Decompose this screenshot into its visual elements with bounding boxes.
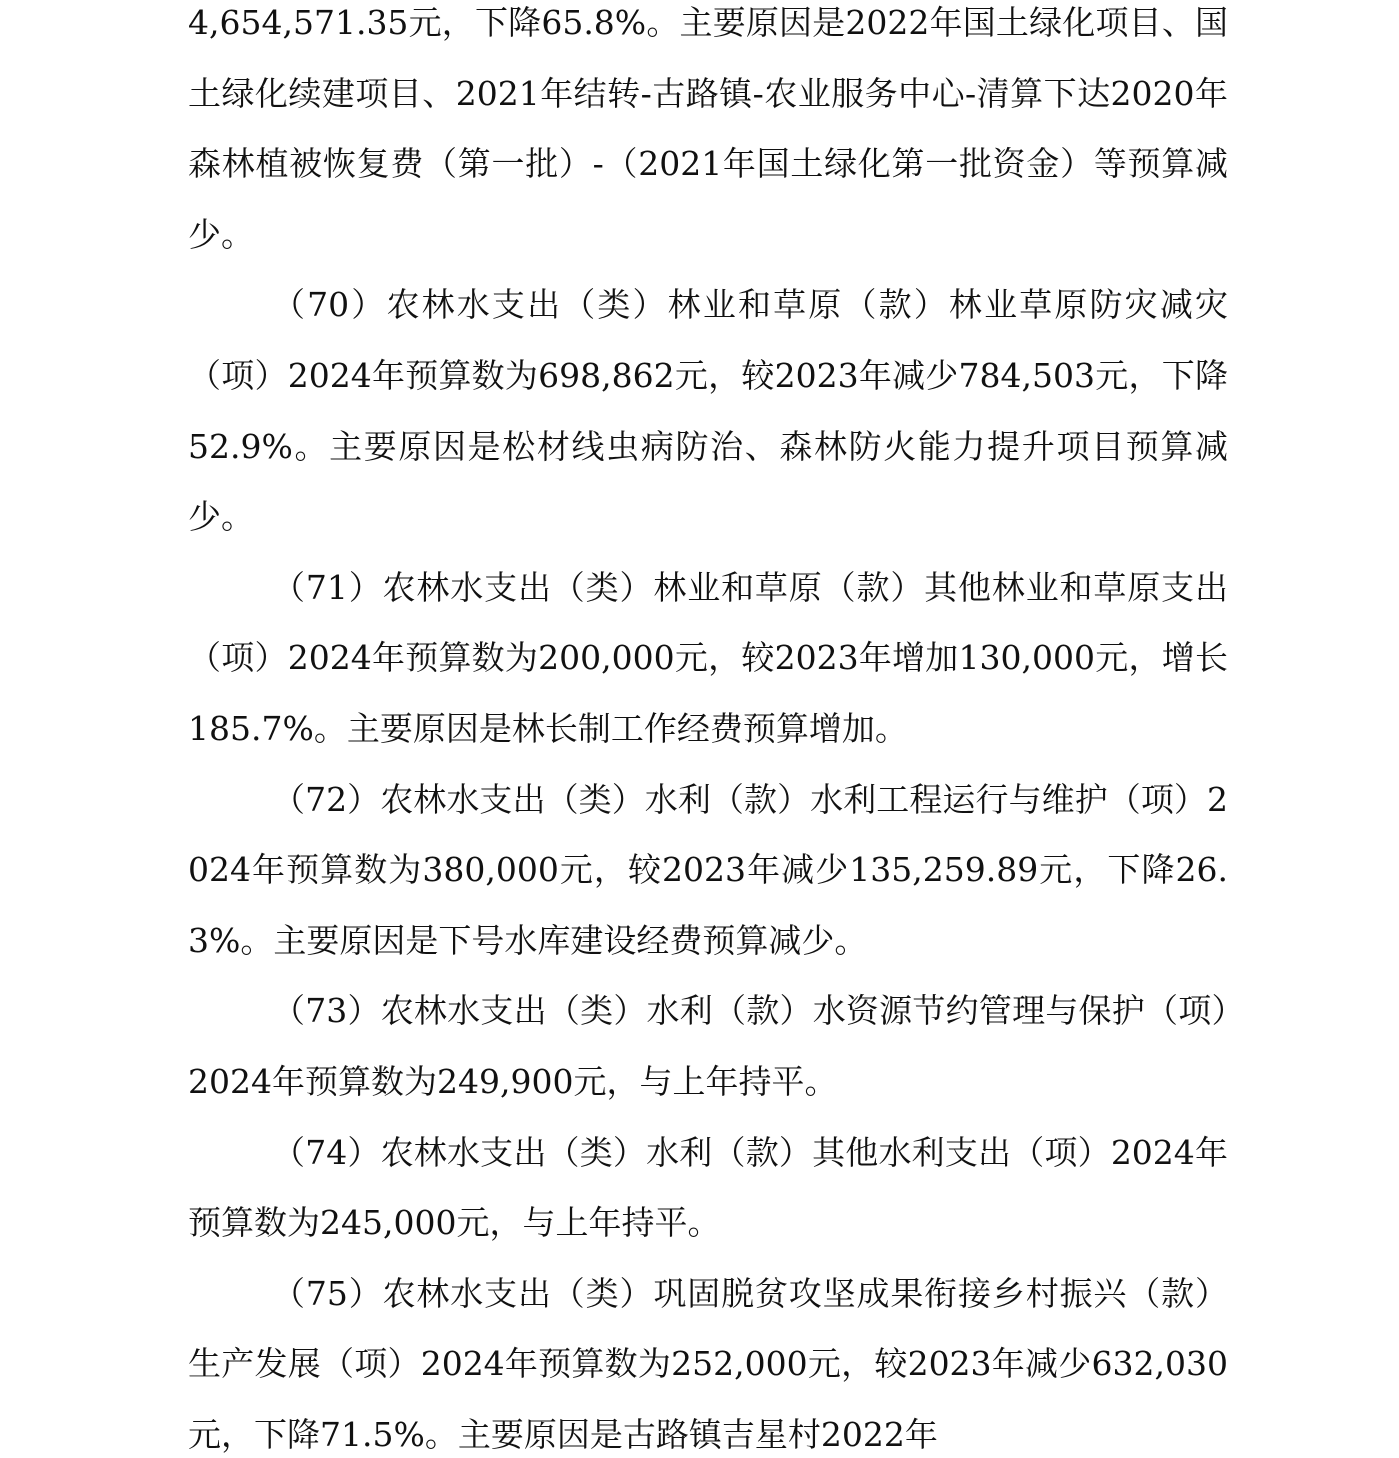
document-body [188, 0, 1228, 1458]
paragraph-75: （75）农林水支出（类）巩固脱贫攻坚成果衔接乡村振兴（款）生产发展（项）2024年预算数为252,000元，较2023年减少632,030元，下降71.5%。主要原因是古路镇吉星村2022年 [188, 1273, 1228, 1454]
paragraph-70: （70）农林水支出（类）林业和草原（款）林业草原防灾减灾（项）2024年预算数为698,862元，较2023年减少784,503元，下降52.9%。主要原因是松材线虫病防治、森林防火能力提升项目预算减少。 [188, 285, 1228, 537]
paragraph-73: （73）农林水支出（类）水利（款）水资源节约管理与保护（项）2024年预算数为249,900元，与上年持平。 [188, 991, 1228, 1101]
paragraph-72: （72）农林水支出（类）水利（款）水利工程运行与维护（项）2024年预算数为380,000元，较2023年减少135,259.89元，下降26.3%。主要原因是下号水库建设经费预算减少。 [188, 779, 1228, 960]
paragraph-71: （71）农林水支出（类）林业和草原（款）其他林业和草原支出（项）2024年预算数为200,000元，较2023年增加130,000元，增长185.7%。主要原因是林长制工作经费预算增加。 [188, 567, 1228, 748]
paragraph-continuation: 4,654,571.35元，下降65.8%。主要原因是2022年国土绿化项目、国土绿化续建项目、2021年结转-古路镇-农业服务中心-清算下达2020年森林植被恢复费（第一批）-（2021年国土绿化第一批资金）等预算减少。 [188, 3, 1228, 254]
paragraph-74: （74）农林水支出（类）水利（款）其他水利支出（项）2024年预算数为245,000元，与上年持平。 [188, 1132, 1228, 1243]
